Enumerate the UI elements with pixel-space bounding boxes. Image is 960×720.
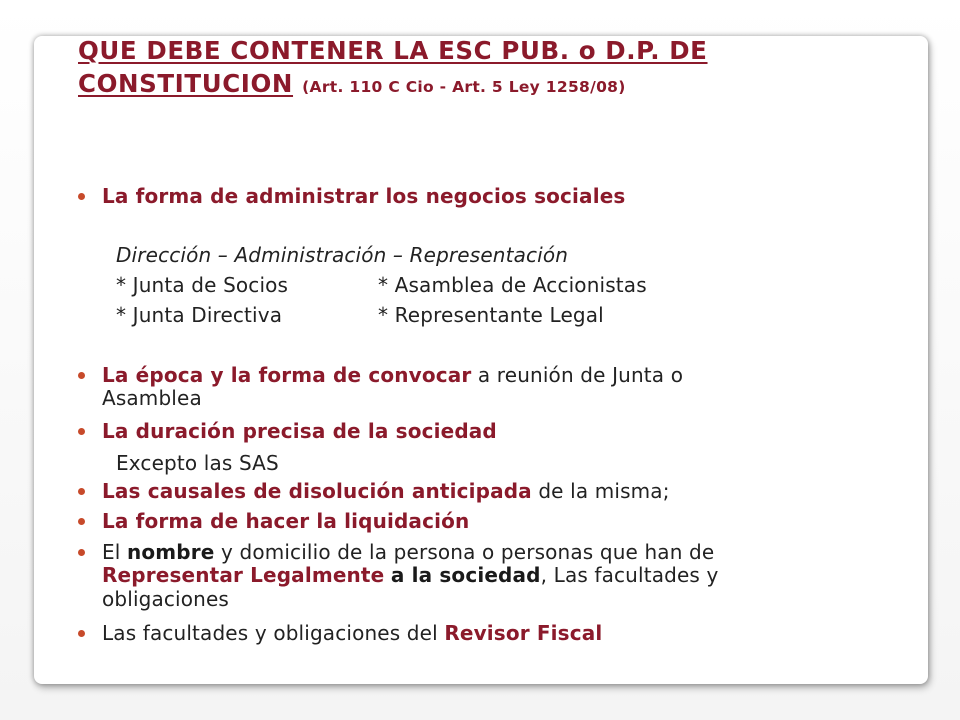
organo-junta-directiva: * Junta Directiva: [116, 303, 283, 327]
text-fragment: y domicilio de la persona o personas que han de: [214, 540, 715, 564]
bullet-dot: [78, 549, 85, 556]
item-disolucion-rest: de la misma;: [531, 479, 670, 503]
text-a-la-sociedad: a la sociedad: [390, 563, 541, 587]
item-liquidacion: La forma de hacer la liquidación: [102, 509, 470, 533]
bullet-dot: [78, 518, 85, 525]
bullet-dot: [78, 193, 85, 200]
text-fragment: Las facultades y obligaciones del: [102, 621, 445, 645]
item-convocar-bold: La época y la forma de convocar: [102, 363, 472, 387]
item-direccion: Dirección – Administración – Representación: [116, 243, 569, 267]
item-convocar-rest: a reunión de Junta o: [471, 363, 684, 387]
text-nombre: nombre: [127, 540, 215, 564]
bullet-dot: [78, 372, 85, 379]
organo-junta-socios: * Junta de Socios: [116, 273, 289, 297]
item-representante-line2: [102, 564, 718, 586]
item-duracion: La duración precisa de la sociedad: [102, 419, 497, 443]
item-convocar: [102, 364, 683, 386]
item-disolucion: [102, 480, 670, 502]
organo-asamblea-accionistas: * Asamblea de Accionistas: [378, 273, 647, 297]
bullet-dot: [78, 428, 85, 435]
title-line1: QUE DEBE CONTENER LA ESC PUB. o D.P. DE: [78, 36, 708, 65]
bullet-dot: [78, 488, 85, 495]
title-line2: CONSTITUCION: [78, 69, 294, 98]
item-convocar-line2: Asamblea: [102, 386, 202, 410]
bullet-dot: [78, 630, 85, 637]
item-representante-line3: obligaciones: [102, 587, 229, 611]
item-revisor-fiscal: [102, 622, 602, 644]
text-representar-legalmente: Representar Legalmente: [102, 563, 385, 587]
item-duracion-excepcion: Excepto las SAS: [116, 451, 279, 475]
item-representante: [102, 541, 714, 563]
title-reference: (Art. 110 C Cio - Art. 5 Ley 1258/08): [302, 78, 626, 96]
item-administracion: La forma de administrar los negocios sociales: [102, 184, 626, 208]
text-revisor-fiscal: Revisor Fiscal: [444, 621, 603, 645]
item-disolucion-bold: Las causales de disolución anticipada: [102, 479, 532, 503]
text-fragment: El: [102, 540, 128, 564]
text-fragment: , Las facultades y: [540, 563, 719, 587]
organo-representante-legal: * Representante Legal: [378, 303, 604, 327]
